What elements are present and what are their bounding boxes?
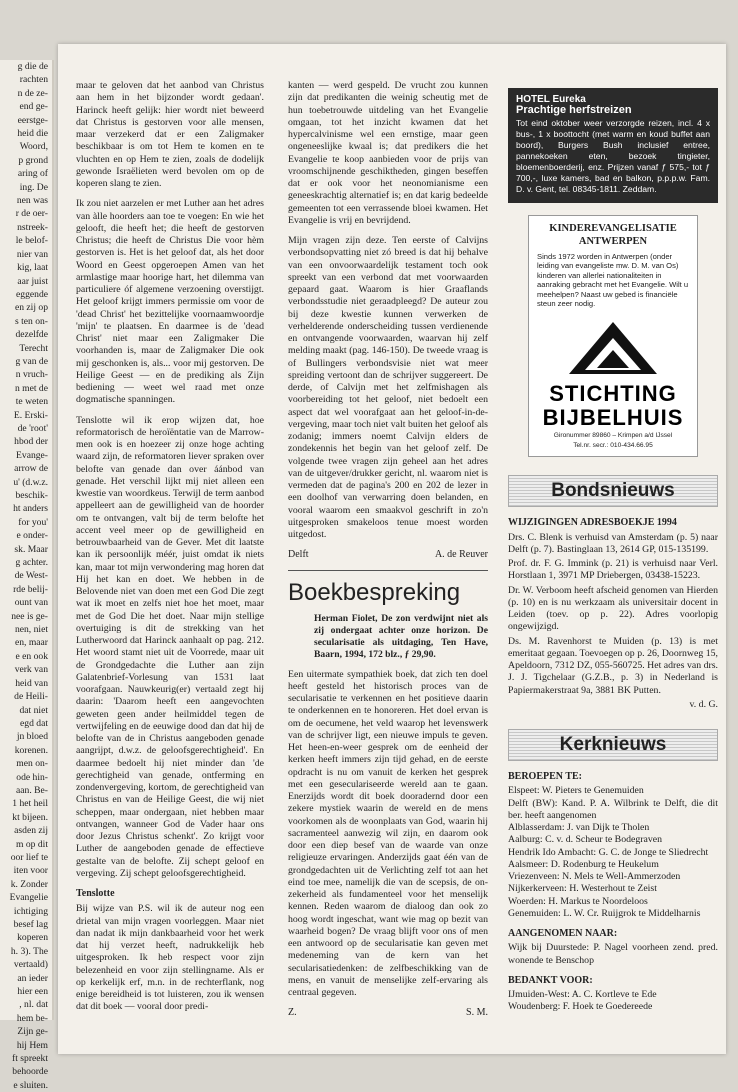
prev-page-line: arrow de bbox=[14, 463, 48, 475]
prev-page-line: en zij op bbox=[14, 302, 48, 314]
prev-page-line: nen, niet bbox=[14, 624, 48, 636]
paragraph: maar te geloven dat het aanbod van Christus aan hem in het bijzonder wordt gedaan'. Harinck heeft gelijk: hier wordt niet beweerd dat Christus is gestorven voor alle mensen, maar verzekerd dat er een Zaligmaker beschikbaar is om tot Hem te komen en te vluchten en op Hem te zien, zoals de dodelijk gewonde Israëlieten werd bevolen om op de koperen slang te zien. bbox=[76, 80, 264, 189]
prev-page-line: besef lag bbox=[13, 919, 48, 930]
prev-page-line: Terecht bbox=[19, 342, 48, 354]
list-item: Vriezenveen: N. Mels te Well-Ammerzoden bbox=[508, 871, 681, 883]
prev-page-line: p grond bbox=[18, 154, 48, 166]
section-heading: Tenslotte bbox=[76, 888, 115, 899]
prev-page-line: e onder- bbox=[16, 530, 48, 542]
prev-page-line: de Heili- bbox=[14, 691, 48, 703]
list-item: Woudenberg: F. Hoek te Goedereede bbox=[508, 1001, 653, 1013]
prev-page-line: n met de bbox=[14, 382, 48, 394]
prev-page-line: k. Zonder bbox=[10, 878, 48, 890]
prev-page-line: eggende bbox=[16, 288, 48, 300]
signature-place: Delft bbox=[288, 549, 309, 561]
prev-page-line: egd dat bbox=[20, 717, 48, 729]
signature-place: Z. bbox=[288, 1007, 297, 1019]
list-item: Aalsmeer: D. Rodenburg te Heukelum bbox=[508, 858, 659, 870]
prev-page-line: g achter. bbox=[15, 557, 48, 569]
prev-page-line: eerstge- bbox=[17, 114, 48, 126]
prev-page-line: g die de bbox=[17, 61, 48, 72]
ad-subtitle: Prachtige herfstreizen bbox=[516, 104, 632, 116]
org-name-line1: STICHTING bbox=[549, 381, 677, 407]
prev-page-line: for you' bbox=[18, 516, 48, 528]
prev-page-line: Evangelie bbox=[9, 892, 48, 904]
org-name-line2: BIJBELHUIS bbox=[542, 405, 684, 431]
paragraph: Bij wijze van P.S. wil ik de auteur nog een drietal van mijn vragen voorleggen. Maar niet dan nadat ik mijn dankbaarheid voor het werk dat hij verzet heeft, nadrukkelijk heb uitgesproken. Ik heb respect voor zijn belezenheid en voor zijn stellingname. Als er op kerkelijk erf, m.n. in de rechterflank, nog enige bereidheid is tot luisteren, zou ik wensen dat dit boek — vooral door predi- bbox=[76, 903, 264, 1013]
previous-page-column bbox=[0, 60, 54, 1091]
prev-page-line: n vruch- bbox=[15, 369, 48, 381]
banner-title: Kerknieuws bbox=[559, 734, 667, 756]
prev-page-line: nstreek- bbox=[17, 221, 48, 233]
prev-page-line: verk van bbox=[14, 664, 48, 676]
prev-page-line: nier van bbox=[16, 248, 48, 260]
kerknieuws-banner bbox=[508, 729, 718, 761]
column-middle bbox=[288, 80, 488, 1020]
phone-number: Tel.nr. secr.: 010-434.66.95 bbox=[573, 442, 653, 450]
prev-page-line: E. Erski- bbox=[13, 409, 48, 421]
list-item: Drs. C. Blenk is verhuisd van Amsterdam (p. 5) naar Delft (p. 7). Bastinglaan 13, 2614 GP, 015-135199. bbox=[508, 531, 718, 555]
list-item: Aalburg: C. v. d. Scheur te Bodegraven bbox=[508, 834, 662, 846]
bond-items bbox=[508, 532, 718, 697]
divider bbox=[288, 570, 488, 571]
list-item: Woerden: H. Markus te Noordeloos bbox=[508, 895, 648, 907]
ad-body: Sinds 1972 worden in Antwerpen (onder leiding van evangeliste mw. D. M. van Os) kinderen van allerlei nationaliteiten in aanraking gebracht met het Evangelie. Wilt u meehelpen? Naast uw gebed is financiële steun zeer nodig. bbox=[537, 252, 689, 309]
prev-page-line: u' (d.w.z. bbox=[13, 476, 48, 488]
prev-page-line: aan. Be- bbox=[16, 784, 48, 796]
beroepen-list bbox=[508, 785, 718, 920]
list-item: Alblasserdam: J. van Dijk te Tholen bbox=[508, 822, 650, 834]
giro-number: Gironummer 89860 – Krimpen a/d IJssel bbox=[553, 432, 673, 440]
prev-page-line: vertaald) bbox=[13, 959, 48, 971]
prev-page-line: r de oer- bbox=[15, 208, 48, 220]
prev-page-line: heid van bbox=[15, 677, 48, 689]
prev-page-line: aar juist bbox=[17, 275, 48, 287]
list-item: Ds. M. Ravenhorst te Muiden (p. 13) is met emeritaat gegaan. Toevoegen op p. 26, Doornweg 15, Apeldoorn, 7312 DZ, 055-560725. Het adres van drs. J. J. Tigchelaar (G.Z.B., p. 3) in Nederland is Papiermakerstraat 9a, 3881 BK Putten. bbox=[508, 635, 718, 696]
magazine-page bbox=[58, 44, 726, 1054]
paragraph: Mijn vragen zijn deze. Ten eerste of Calvijns verbondsopvatting niet zó breed is dat hij behalve van een onvoorwaardelijk testament toch ook spreekt van een verbond dat met voorwaarden gepaard gaat. Waarom is hier Graaflands verbondsstudie niet geraadpleegd? De auteur zou bij deze kwestie kunnen verwerken de verhelderende onderscheiding tussen verdienende en ontvangende voorwaarden, waarvan hij zelf melding maakt (pag. 146-150). De tweede vraag is of Bullingers verbondsvisie niet wat meer spreiding vertoont dan de schrijver suggereert. De derde, of Calvijn met het zelfmishagen als voorbereiding tot het geloof, niet bedoelt een aspect dat wel voorafgaat aan het geloof-in-de-vergeving, maar toch niet valt buiten het geloof als zodanig; immers noemt Calvijn elders de zondekennis het begin van het geloof zelf. De volgende twee vragen zijn geheel aan het adres van de uitgever/drukker gericht, nl. waarom niet is vermeden dat de pagina's 200 en 202 de lezer in een doolhof van verwarring doen belanden, en vooral waarom een smaakvol geschrift in zo'n uitgesproken smakeloos tenue moest worden uitgedost. bbox=[288, 235, 488, 540]
prev-page-line: ht anders bbox=[13, 503, 48, 515]
list-item: Wijk bij Duurstede: P. Nagel voorheen zend. pred. wonende te Benschop bbox=[508, 942, 718, 966]
prev-page-line: h. 3). The bbox=[10, 945, 48, 957]
banner-title: Bondsnieuws bbox=[551, 480, 675, 502]
prev-page-line: hij Hem bbox=[16, 1039, 48, 1051]
prev-page-line: jn bloed bbox=[16, 731, 48, 743]
section-heading: AANGENOMEN NAAR: bbox=[508, 928, 618, 940]
prev-page-line: hem be- bbox=[16, 1012, 48, 1024]
prev-page-line: m op dit bbox=[16, 838, 48, 850]
list-item: Delft (BW): Kand. P. A. Wilbrink te Delft, die dit ber. heeft aangenomen bbox=[508, 797, 718, 821]
prev-page-line: men on- bbox=[16, 758, 48, 770]
signature-author: S. M. bbox=[466, 1007, 488, 1019]
signature: v. d. G. bbox=[689, 698, 718, 710]
prev-page-line: beschik- bbox=[15, 490, 48, 501]
prev-page-line: ode hin- bbox=[16, 771, 48, 783]
paragraph: Een uitermate sympathiek boek, dat zich ten doel heeft gesteld het historisch proces van de secularisatie te verkennen en het positieve daarin te onderkennen en te honoreren. Het doel ervan is om de oecumene, het veld waarop het levenswerk van de schrijver ligt, een nieuwe impuls te geven. Het heen-en-weer gesprek om de eenheid der kerken heeft immers zijn tijd gehad, en de eerste opdracht is nu om vanuit de kerken het gesprek met een geseculariseerde wereld aan te gaan. Enerzijds wordt dit boek dooradernd door een zekere mystiek waarin de wereld en de mens voorkomen als de woonplaats van God, waarin hij sacramenteel aanwezig wil zijn, en daarom ook door een diep besef van de waarde van onze religieuze ervaringen. Anderzijds gaat één van de grondgedachten uit de Verlichting zelf tot aan het eind toe mee, namelijk die van de scepsis, de on-zekerheid als fundamenteel voor het menselijk kennen. Reden waarom de dialoog dan ook zo hoog wordt ingeschat, want wie mag op bezit van waarheid bogen? De vraag blijft voor ons of men een antwoord op de secularisatie kan geven met medeneming van de kern van het secularisatiedenken: de zelfbeschikking van de mens, en vanuit de menselijke zelf-ervaring als centraal gegeven. bbox=[288, 668, 488, 998]
prev-page-line: iten voor bbox=[13, 865, 48, 877]
column-right bbox=[508, 88, 718, 1014]
prev-page-line: Woord, bbox=[19, 141, 48, 153]
list-item: Genemuiden: L. W. Cr. Ruijgrok te Middelharnis bbox=[508, 907, 701, 919]
prev-page-line: rde belij- bbox=[13, 583, 48, 595]
prev-page-line: korenen. bbox=[14, 744, 48, 756]
prev-page-line: s ten on- bbox=[14, 315, 48, 327]
list-item: IJmuiden-West: A. C. Kortleve te Ede bbox=[508, 989, 657, 1001]
boekbespreking-title: Boekbespreking bbox=[288, 578, 461, 606]
column-left bbox=[76, 80, 264, 1022]
prev-page-line: heid die bbox=[17, 128, 48, 140]
book-reference: Herman Fiolet, De zon verdwijnt niet als zij ondergaat achter onze horizon. De secularisatie als uitdaging, Ten Have, Baarn, 1994, 172 blz., ƒ 29,90. bbox=[314, 612, 488, 660]
prev-page-line: kt bijeen. bbox=[12, 811, 48, 823]
list-item: Prof. dr. F. G. Immink (p. 21) is verhuisd naar Verl. Horstlaan 1, 3971 MP Driebergen, 03438-15223. bbox=[508, 558, 718, 582]
ad-title: HOTEL Eureka bbox=[516, 94, 586, 105]
prev-page-line: n de ze- bbox=[17, 87, 48, 99]
prev-page-line: , nl. dat bbox=[19, 999, 48, 1011]
prev-page-line: de West- bbox=[14, 570, 48, 582]
signature bbox=[288, 549, 488, 561]
prev-page-line: dezelfde bbox=[15, 329, 48, 341]
prev-page-line: ing. De bbox=[19, 181, 48, 193]
prev-page-line: dat niet bbox=[19, 704, 48, 716]
prev-page-line: asden zij bbox=[14, 825, 48, 837]
signature-author: A. de Reuver bbox=[434, 549, 488, 561]
kinderevangelisatie-ad bbox=[528, 215, 698, 457]
paragraph: kanten — werd gespeld. De vrucht zou kunnen zijn dat predikanten die weinig scheutig met de hun toebetrouwde uitdeling van het Evangelie omgaan, tot het inzicht kwamen dat het hypercalvinisme wel een ernstige, maar geen ongeneeslijke kwaal is; dat predikers die het Evangelie te koop aanbieden voor de prijs van vroomschijnende geschiktheden, gingen beseffen dat er ook voor het neonomianisme een geneeskrachtig alternatief is; en dat karig bedeelde gemeenten tot een verrassende bloei kwamen. Het Evangelie is vrij en bevrijdend. bbox=[288, 80, 488, 226]
prev-page-line: hbod der bbox=[14, 436, 48, 448]
section-heading: BEDANKT VOOR: bbox=[508, 974, 593, 986]
prev-page-line: Evange- bbox=[16, 449, 48, 461]
prev-page-line: ichtiging bbox=[13, 905, 48, 917]
signature bbox=[288, 1007, 488, 1019]
prev-page-line: end ge- bbox=[19, 101, 48, 113]
prev-page-line: hier een bbox=[17, 986, 48, 998]
list-item: Hendrik Ido Ambacht: G. C. de Jonge te Sliedrecht bbox=[508, 846, 709, 858]
triangle-logo-icon bbox=[563, 318, 663, 378]
ad-body: Tot eind oktober weer verzorgde reizen, incl. 4 x bus-, 1 x boottocht (met warm en koud buffet aan boord), Burgers Bush inclusief entree, pannekoeken eten, bezoek tingieter, bloemenboerderij, enz. Prijzen vanaf ƒ 575,- tot ƒ 700,-, luxe kamers, bad en balkon, p.p.p.w. Fam. D. v. Gent, tel. 08345-1811. Zeddam. bbox=[516, 118, 710, 194]
prev-page-line: e sluiten. bbox=[13, 1079, 48, 1091]
bondsnieuws-banner bbox=[508, 475, 718, 507]
list-item: Dr. W. Verboom heeft afscheid genomen van Hierden (p. 10) en is nu werkzaam als universitair docent in Leiden (toev. op p. 22). Adres voorlopig ongewijzigd. bbox=[508, 584, 718, 633]
prev-page-line: 1 het heil bbox=[12, 798, 48, 810]
prev-page-line: e en ook bbox=[15, 650, 48, 662]
prev-page-line: ft spreekt bbox=[12, 1053, 48, 1065]
prev-page-line: de 'root' bbox=[17, 422, 48, 434]
prev-page-line: sk. Maar bbox=[14, 543, 48, 555]
prev-page-line: g van de bbox=[15, 355, 48, 367]
section-heading: BEROEPEN TE: bbox=[508, 771, 582, 783]
prev-page-line: kig, laat bbox=[17, 262, 48, 274]
prev-page-line: aring of bbox=[17, 168, 48, 180]
prev-page-line: en, maar bbox=[14, 637, 48, 649]
prev-page-line: koperen bbox=[17, 932, 48, 944]
prev-page-line: te weten bbox=[15, 396, 48, 408]
list-item: Elspeet: W. Pieters te Genemuiden bbox=[508, 785, 644, 797]
prev-page-line: rachten bbox=[19, 74, 48, 86]
prev-page-line: ount van bbox=[14, 597, 48, 609]
prev-page-line: le belof- bbox=[15, 235, 48, 247]
list-item: Nijkerkerveen: H. Westerhout te Zeist bbox=[508, 883, 657, 895]
prev-page-line: oor lief te bbox=[10, 851, 48, 863]
bedankt-list bbox=[508, 989, 718, 1014]
prev-page-line: nee is ge- bbox=[11, 610, 48, 622]
prev-page-line: nen was bbox=[16, 195, 48, 207]
hotel-eureka-ad bbox=[508, 88, 718, 203]
section-heading: WIJZIGINGEN ADRESBOEKJE 1994 bbox=[508, 517, 677, 529]
ad-heading: KINDEREVANGELISATIE ANTWERPEN bbox=[549, 223, 677, 247]
paragraph: Tenslotte wil ik erop wijzen dat, hoe reformatorisch de heroïëntatie van de Marrow-men ook is en hoezeer zij onze hoge achting waard zijn, de reformatoren liever spraken over belofte van genade dan over áánbod van genade. Het verschil lijkt mij niet alleen een kwestie van woordkeus. Terwijl de term aanbod appelleert aan de gewilligheid van de hoorder om te ontvangen, valt bij de term belofte het accent veel meer op de gewilligheid en betrouwbaarheid van de Gever. Met dit laatste kan ik persoonlijk méér, juist omdat ik niets kan, maar tot mijn verwondering mag horen dat Hij het kan en doet. We hebben in de Belovende niet van doen met een God Die zegt wat ik moet en zelfs niet hoe het moet, maar met de God Die het doet. Naar mijn stellige overtuiging is dit de strekking van het Lutherwoord dat Harinck aanhaalt op pag. 212. Het woord stamt niet uit de Voorrede, maar uit de Grondgedachte die Luther aan zijn Galatenbrief-Vorlesung van 1531 laat voorafgaan. Nauwkeurig(er) vertaald zegt hij daarin: 'Daarom heeft een aangevochten geweten geen ander heilmiddel tegen de vertwijfeling en de eeuwige dood dan dat hij de belofte van de in Christus aangeboden genade aangrijpt, d.w.z. de geloofsgerechtigheid'. En daarmee bedoelt hij niet minder dan 'de gerechtigheid van genade, ontferming en zondenvergeving, kortom, de gerechtigheid van Christus en van de Heilige Geest, die wij niet scheppen, maar ondergaan, niet hebben maar ontvangen, wanneer God de Vader haar ons door Jezus Christus schenkt'. Zo krijgt voor Luther de aangeboden genade de effectieve gestalte van de belofte. Zij schept geloof en vergeving. Zij schept geloofsgerechtigheid. bbox=[76, 414, 264, 879]
prev-page-line: behoorde bbox=[12, 1066, 48, 1078]
paragraph: Ik zou niet aarzelen er met Luther aan het adres van àlle hoorders aan toe te voegen: En wie het gelooft, die heeft het; die heeft de gestorven Christus; die heeft de Christus Die voor hèm gestorven is. Het is het geloof dat, als het door Woord en Geest opgeroepen Amen van het armlastige maar hoorige hart, het dilemma van particuliere óf algemene verzoening overstijgt. Het geloof krijgt immers permissie om voor de 'dead Christ' het bezittelijke voornaamwoordje 'mijn' te plaatsen. En daarmee is de 'dead Christ' niet maar een Zaligmaker Die voorhanden is, maar de Zaligmaker Die ook mij geschonken is, als... voor mij gestorven. De Heilige Geest — en de prediking als Zijn bediening — weet wel raad met onze dogmatische spanningen. bbox=[76, 198, 264, 406]
prev-page-line: an ieder bbox=[17, 972, 48, 984]
prev-page-line: Zijn ge- bbox=[17, 1026, 48, 1038]
